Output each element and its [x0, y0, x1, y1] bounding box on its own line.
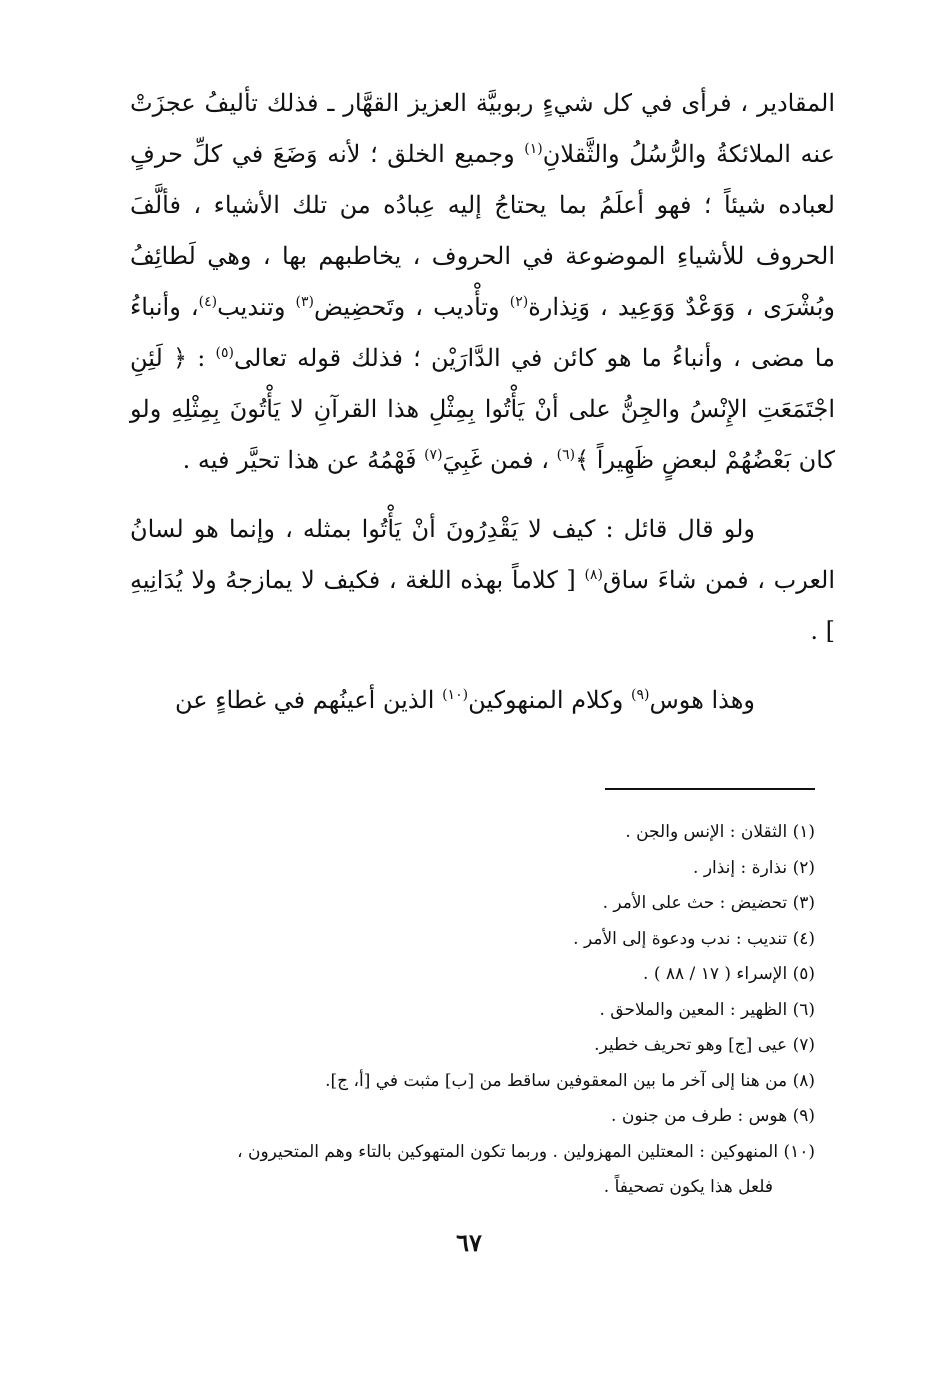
quran-verse: : ﴿ لَئِنِ اجْتَمَعَتِ الإِنْسُ والجِنُّ على أنْ يَأْتُوا بِمِثْلِ هذا	[130, 344, 835, 423]
footnote-ref[interactable]: (٢)	[509, 294, 529, 310]
footnote-number: (٣)	[792, 893, 815, 913]
text-line: غَبِيَ	[442, 446, 483, 474]
footnote-item	[130, 851, 815, 887]
footnote-text: من هنا إلى آخر ما بين المعقوفين ساقط من [ب] مثبت في [أ، ج].	[325, 1070, 788, 1091]
footnote-number: (١)	[792, 822, 815, 842]
footnote-ref[interactable]: (٧)	[424, 447, 443, 463]
footnote-number: (١٠)	[783, 1141, 815, 1162]
footnote-text: هوس : طرف من جنون .	[611, 1106, 788, 1126]
text-line: الذين أعينُهم في غطاءٍ عن	[174, 686, 435, 714]
text-line: قوله تعالى	[234, 344, 342, 372]
footnote-number: (٤)	[792, 928, 815, 949]
footnote-ref[interactable]: (١)	[524, 141, 543, 157]
main-text	[130, 78, 835, 726]
footnote-number: (٢)	[792, 857, 815, 878]
text-line: وتأْديب ، وتَحضِيض	[314, 293, 500, 321]
text-line: المقادير ، فرأى في كل شيءٍ ربوبيَّة العزيز القهَّار ـ فذلك تأليفُ عجزَتْ	[130, 89, 835, 117]
footnote-item	[130, 1099, 815, 1135]
paragraph-3	[130, 675, 835, 726]
footnote-number: (٥)	[792, 964, 815, 984]
footnote-divider	[605, 788, 815, 790]
footnote-item	[130, 1028, 815, 1064]
footnote-item	[130, 993, 815, 1029]
text-line: عنه الملائكةُ والرُّسُلُ والثَّقلانِ	[542, 140, 835, 168]
footnote-number: (٩)	[792, 1106, 815, 1126]
text-line: وكلام المنهوكين	[468, 686, 624, 714]
footnote-ref[interactable]: (٤)	[198, 294, 218, 310]
footnote-ref[interactable]: (٨)	[584, 567, 603, 583]
footnote-text: عيى [ج] وهو تحريف خطير.	[594, 1035, 788, 1055]
text-line: ولو قال قائل : كيف لا يَقْدِرُونَ أنْ يَأْتُوا بمثله ، وإنما هو لسانُ	[130, 515, 755, 543]
footnote-item	[130, 1135, 815, 1171]
text-line: يُدَانِيهِ ] .	[130, 566, 835, 645]
text-line: فَهْمُهُ عن هذا تحيَّر فيه .	[182, 446, 417, 474]
text-line: ، وأنباءُ ما مضى ، وأنباءُ ما هو كائن في الدَّارَيْن ؛ فذلك	[130, 293, 835, 372]
footnote-ref[interactable]: (٣)	[295, 294, 314, 310]
text-line: فألَّفَ الحروف للأشياءِ الموضوعة في الحروف ، يخاطبهم بها ، وهي	[130, 191, 835, 270]
footnote-item	[130, 886, 815, 922]
footnotes-list	[130, 815, 815, 1206]
text-line: لَطائِفُ وبُشْرَى ، وَوَعْدٌ وَوَعِيد ، وَنِذارة	[130, 242, 835, 321]
footnote-text: الثقلان : الإنس والجن .	[625, 822, 788, 842]
footnote-number: (٨)	[792, 1070, 815, 1091]
footnote-number: (٦)	[792, 999, 815, 1020]
footnote-text: المنهوكين : المعتلين المهزولين . وربما تكون المتهوكين بالتاء وهم المتحيرون ،	[237, 1141, 779, 1162]
footnote-continuation: فلعل هذا يكون تصحيفاً .	[603, 1177, 773, 1197]
footnote-item	[130, 922, 815, 958]
footnote-item	[130, 957, 815, 993]
page-number: ٦٧	[456, 1228, 482, 1257]
footnote-text: الظهير : المعين والملاحق .	[599, 999, 788, 1020]
footnote-text: الإسراء ( ١٧ / ٨٨ ) .	[643, 964, 788, 984]
footnote-item	[130, 815, 815, 851]
paragraph-1	[130, 78, 835, 486]
text-line: [ كلاماً بهذه اللغة ، فكيف لا يمازجهُ ولا	[191, 566, 576, 594]
text-line: ، فمن	[489, 446, 549, 474]
footnote-item	[130, 1064, 815, 1100]
quran-verse: القرآنِ لا يَأْتُونَ بِمِثْلِهِ ولو كان بَعْضُهُمْ لبعضٍ ظَهِيراً ﴾	[130, 395, 835, 474]
text-line: حرفٍ لعباده شيئاً ؛ فهو أعلَمُ بما يحتاجُ إليه عِبادُه من تلك الأشياء ،	[130, 140, 835, 219]
footnote-text: تحضيض : حث على الأمر .	[602, 893, 788, 913]
text-line: العرب ، فمن شاءَ ساق	[602, 566, 836, 594]
footnote-ref[interactable]: (٥)	[215, 345, 235, 361]
paragraph-2	[130, 504, 835, 657]
text-line: وهذا هوس	[649, 686, 755, 714]
footnote-number: (٧)	[792, 1035, 815, 1055]
text-line: وتنديب	[217, 293, 286, 321]
footnote-text: تنديب : ندب ودعوة إلى الأمر .	[573, 928, 788, 949]
text-line: وجميع الخلق ؛ لأنه وَضَعَ في كلِّ	[192, 140, 515, 168]
footnote-ref[interactable]: (١٠)	[442, 687, 469, 703]
footnote-text: نذارة : إنذار .	[693, 857, 788, 878]
footnote-ref[interactable]: (٦)	[556, 447, 576, 463]
footnote-ref[interactable]: (٩)	[631, 687, 650, 703]
